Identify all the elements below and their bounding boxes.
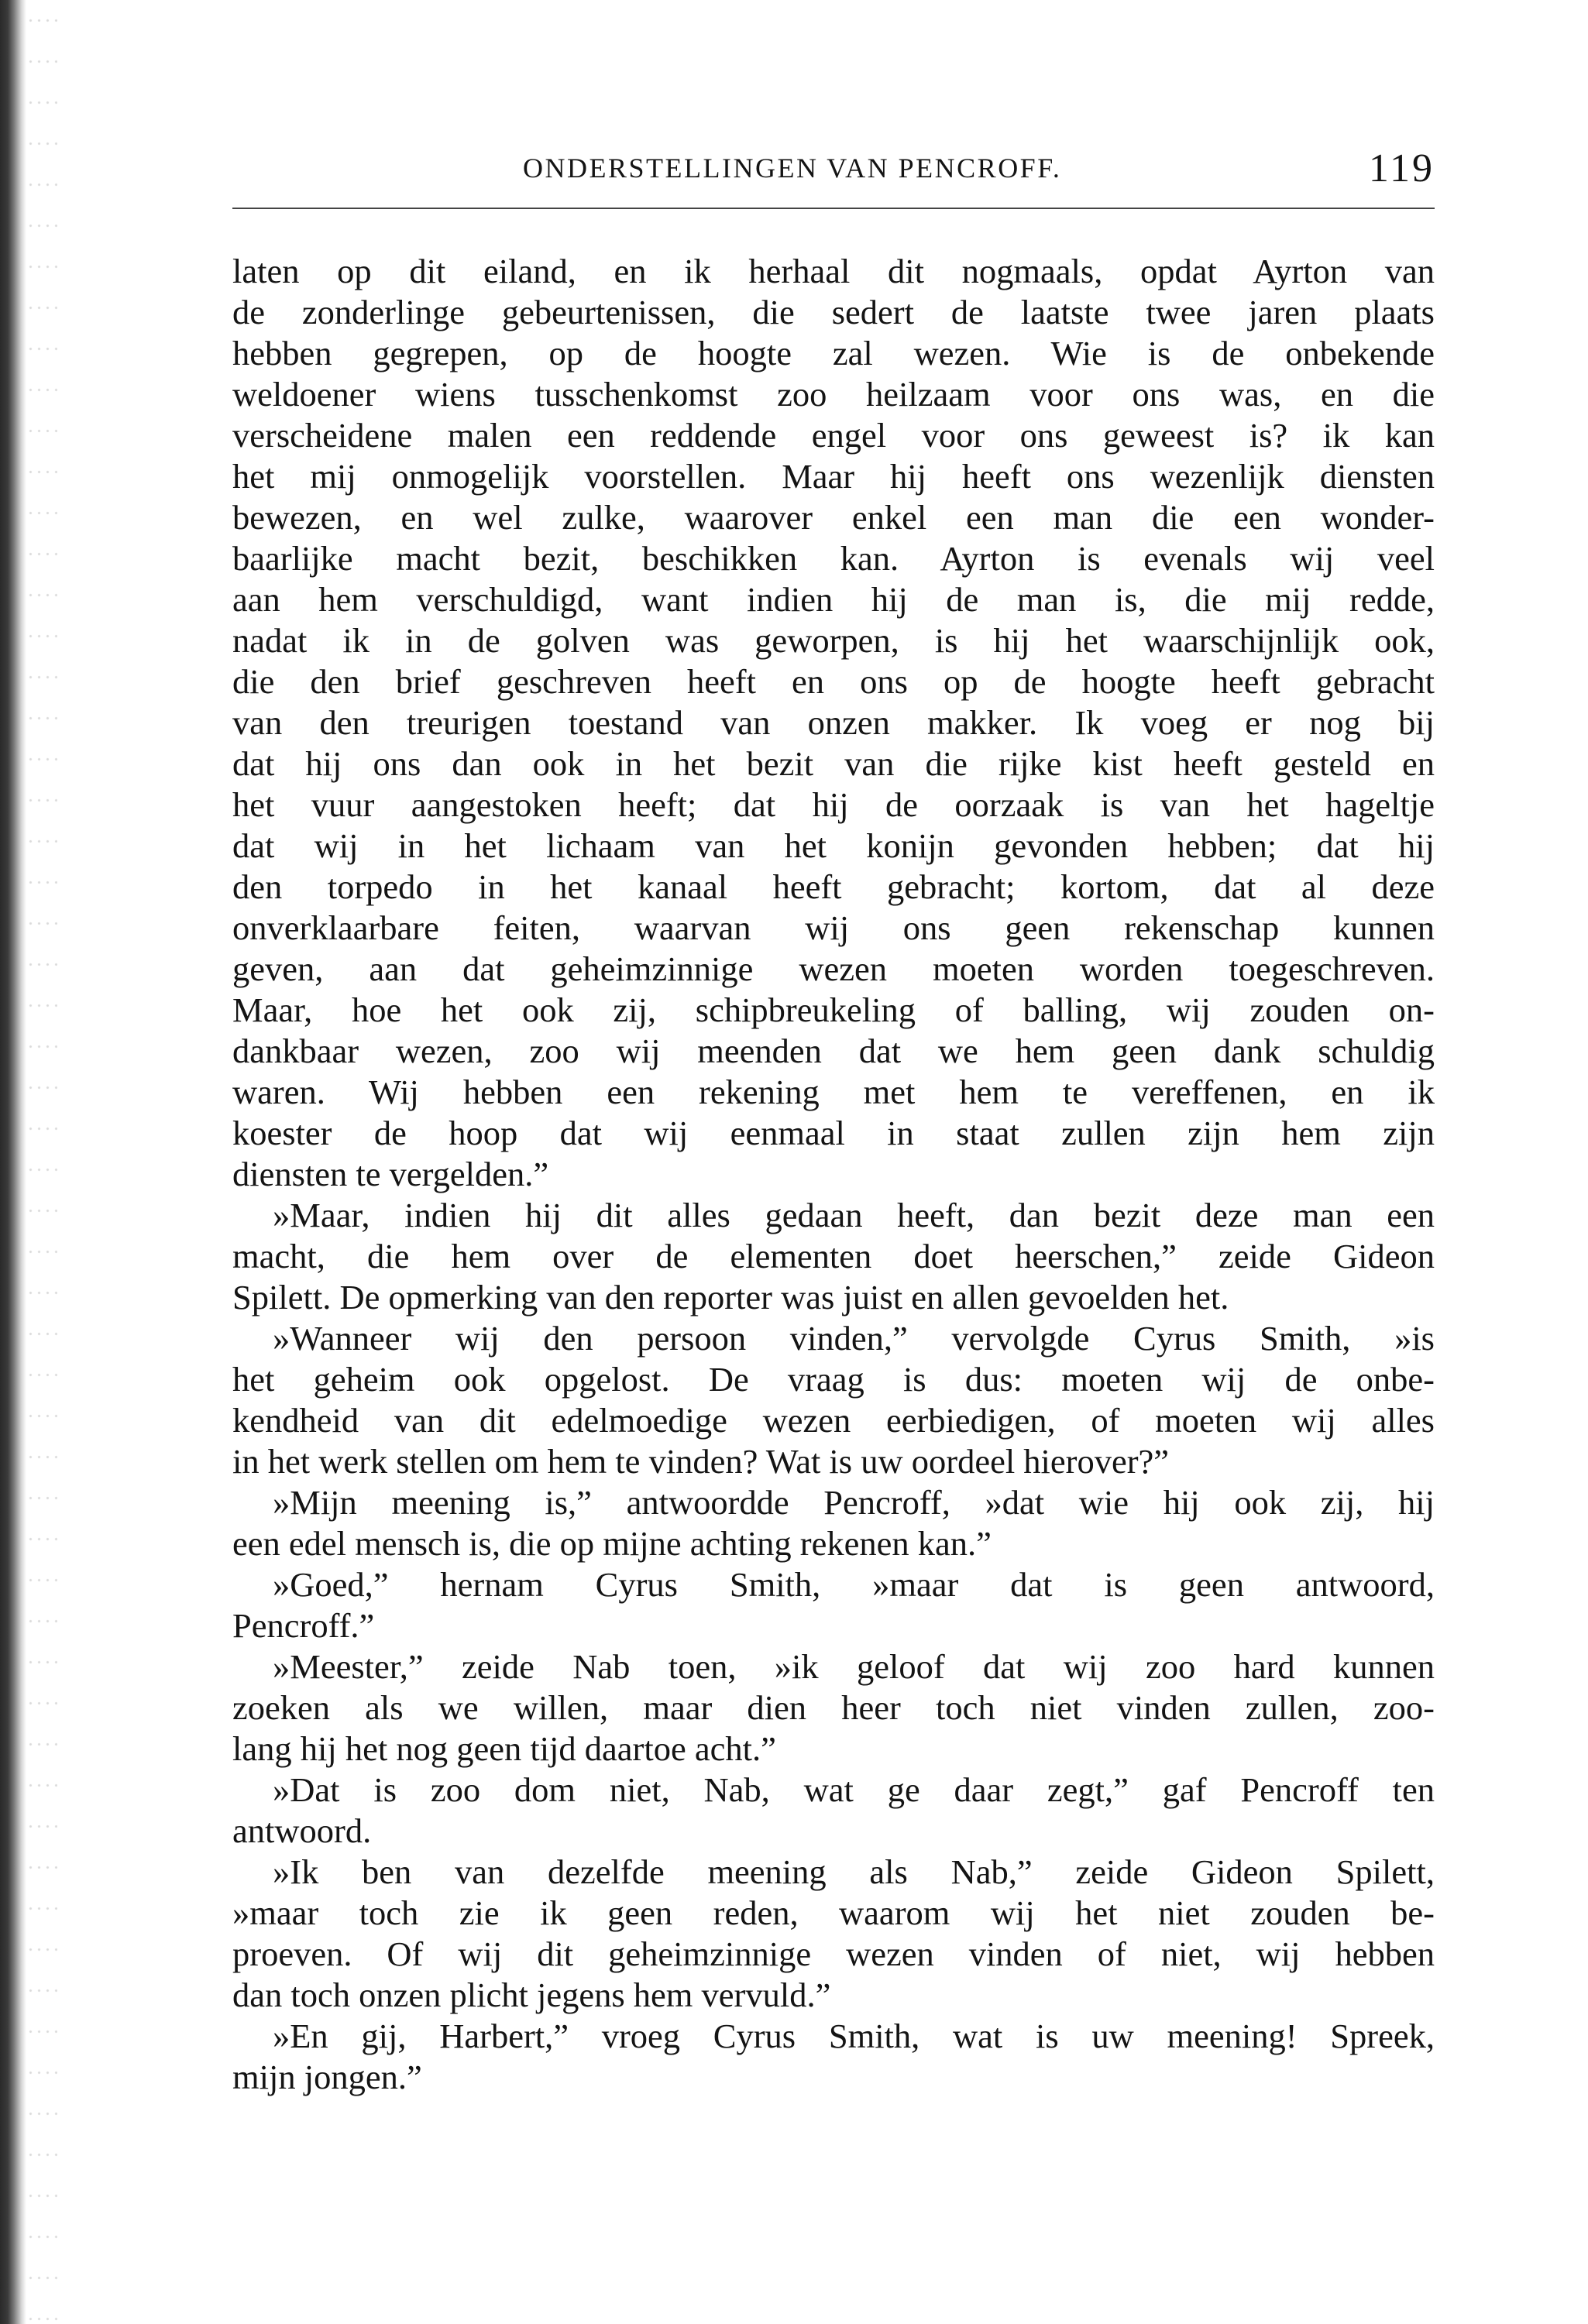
text-line: »Meester,” zeide Nab toen, »ik geloof dat wij zoo hard kunnen [273, 1647, 1435, 1686]
text-line: mijn jongen.” [232, 2058, 422, 2096]
text-line: zoeken als we willen, maar dien heer toch niet vinden zullen, zoo- [232, 1688, 1435, 1727]
book-binding-edge [0, 0, 26, 2324]
text-line: den torpedo in het kanaal heeft gebracht; kortom, dat al deze [232, 867, 1435, 906]
running-title: ONDERSTELLINGEN VAN PENCROFF. [523, 153, 1062, 184]
text-line: die den brief geschreven heeft en ons op de hoogte heeft gebracht [232, 662, 1435, 701]
text-line: »Goed,” hernam Cyrus Smith, »maar dat is geen antwoord, [273, 1565, 1435, 1604]
text-line: »Ik ben van dezelfde meening als Nab,” zeide Gideon Spilett, [273, 1852, 1435, 1891]
text-line: het geheim ook opgelost. De vraag is dus: moeten wij de onbe- [232, 1360, 1435, 1399]
text-line: hebben gegrepen, op de hoogte zal wezen. Wie is de onbekende [232, 334, 1435, 372]
running-header [232, 146, 1435, 192]
text-line: een edel mensch is, die op mijne achting rekenen kan.” [232, 1524, 992, 1563]
text-line: bewezen, en wel zulke, waarover enkel een man die een wonder- [232, 498, 1435, 537]
page-number: 119 [1368, 146, 1435, 191]
text-line: »Dat is zoo dom niet, Nab, wat ge daar zegt,” gaf Pencroff ten [273, 1770, 1435, 1809]
text-line: nadat ik in de golven was geworpen, is hij het waarschijnlijk ook, [232, 621, 1435, 660]
text-line: »maar toch zie ik geen reden, waarom wij het niet zouden be- [232, 1893, 1435, 1932]
text-line: »Wanneer wij den persoon vinden,” vervolgde Cyrus Smith, »is [273, 1319, 1435, 1358]
text-line: dan toch onzen plicht jegens hem vervuld.” [232, 1976, 831, 2014]
text-line: verscheidene malen een reddende engel voor ons geweest is? ik kan [232, 416, 1435, 455]
text-line: weldoener wiens tusschenkomst zoo heilzaam voor ons was, en die [232, 375, 1435, 414]
text-line: koester de hoop dat wij eenmaal in staat zullen zijn hem zijn [232, 1114, 1435, 1152]
text-line: van den treurigen toestand van onzen makker. Ik voeg er nog bij [232, 703, 1435, 742]
text-line: baarlijke macht bezit, beschikken kan. Ayrton is evenals wij veel [232, 539, 1435, 578]
text-line: macht, die hem over de elementen doet heerschen,” zeide Gideon [232, 1237, 1435, 1275]
text-line: kendheid van dit edelmoedige wezen eerbiedigen, of moeten wij alles [232, 1401, 1435, 1440]
text-line: dankbaar wezen, zoo wij meenden dat we hem geen dank schuldig [232, 1032, 1435, 1070]
text-line: het vuur aangestoken heeft; dat hij de oorzaak is van het hageltje [232, 785, 1435, 824]
text-line: onverklaarbare feiten, waarvan wij ons geen rekenschap kunnen [232, 908, 1435, 947]
text-line: proeven. Of wij dit geheimzinnige wezen vinden of niet, wij hebben [232, 1934, 1435, 1973]
text-line: geven, aan dat geheimzinnige wezen moeten worden toegeschreven. [232, 949, 1435, 988]
text-line: »Mijn meening is,” antwoordde Pencroff, »dat wie hij ook zij, hij [273, 1483, 1435, 1522]
text-line: lang hij het nog geen tijd daartoe acht.” [232, 1729, 776, 1768]
text-line: in het werk stellen om hem te vinden? Wat is uw oordeel hierover?” [232, 1442, 1170, 1481]
text-line: Pencroff.” [232, 1606, 375, 1645]
page-scan-specks [26, 0, 57, 2324]
text-line: de zonderlinge gebeurtenissen, die sedert de laatste twee jaren plaats [232, 293, 1435, 331]
text-line: waren. Wij hebben een rekening met hem te vereffenen, en ik [232, 1073, 1435, 1111]
text-line: antwoord. [232, 1811, 372, 1850]
text-line: dat hij ons dan ook in het bezit van die rijke kist heeft gesteld en [232, 744, 1435, 783]
header-rule [232, 208, 1435, 209]
text-line: Spilett. De opmerking van den reporter was juist en allen gevoelden het. [232, 1278, 1229, 1316]
body-text [232, 251, 1435, 2098]
text-line: »En gij, Harbert,” vroeg Cyrus Smith, wat is uw meening! Spreek, [273, 2017, 1435, 2055]
text-line: Maar, hoe het ook zij, schipbreukeling of balling, wij zouden on- [232, 990, 1435, 1029]
text-line: dat wij in het lichaam van het konijn gevonden hebben; dat hij [232, 826, 1435, 865]
text-line: »Maar, indien hij dit alles gedaan heeft, dan bezit deze man een [273, 1196, 1435, 1234]
text-line: het mij onmogelijk voorstellen. Maar hij heeft ons wezenlijk diensten [232, 457, 1435, 496]
text-line: aan hem verschuldigd, want indien hij de man is, die mij redde, [232, 580, 1435, 619]
text-line: diensten te vergelden.” [232, 1155, 549, 1193]
text-line: laten op dit eiland, en ik herhaal dit nogmaals, opdat Ayrton van [232, 252, 1435, 290]
